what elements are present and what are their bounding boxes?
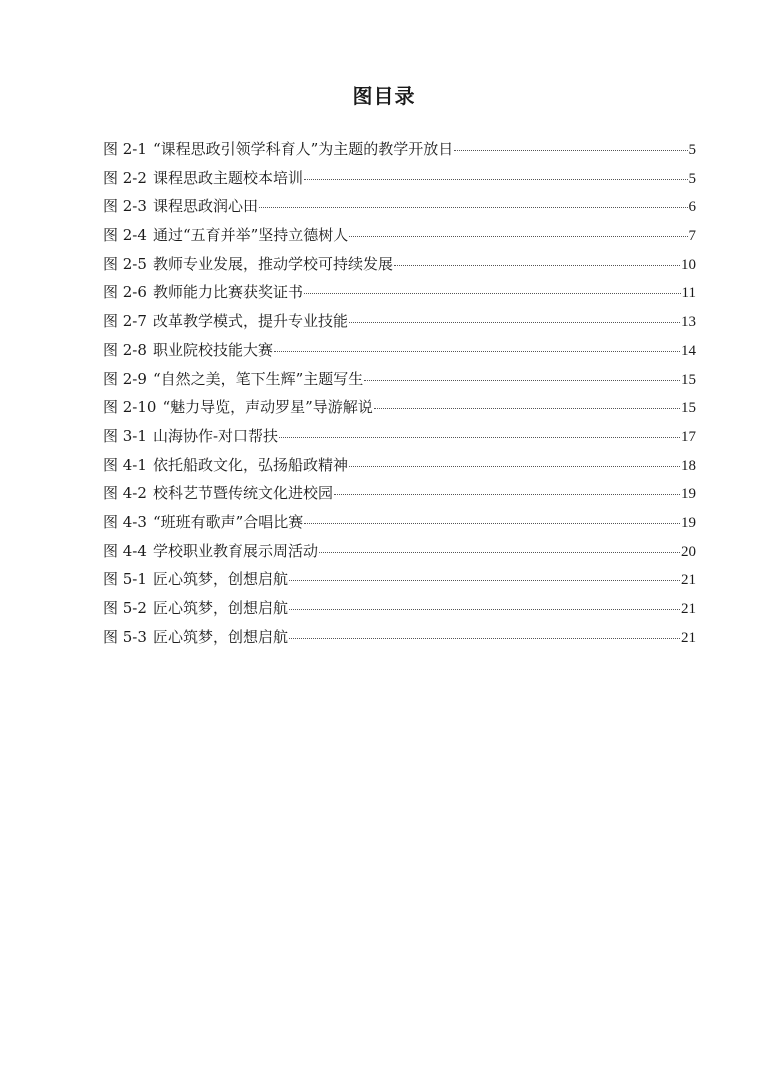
page-number: 15 [681,400,696,417]
figure-caption: 匠心筑梦，创想启航 [152,627,288,646]
toc-entry[interactable] [103,138,696,167]
toc-entry[interactable] [103,597,696,626]
figure-number: 图 2-9 [103,369,147,388]
toc-entry[interactable] [103,425,696,454]
figure-number: 图 2-3 [103,197,147,216]
figure-caption: 课程思政润心田 [152,197,258,216]
figure-caption: 改革教学模式，提升专业技能 [152,312,348,331]
figure-number: 图 2-5 [103,254,147,273]
page-number: 5 [688,142,696,158]
figure-caption: “自然之美，笔下生辉”主题写生 [152,369,364,388]
dot-leader [279,437,680,438]
figure-caption: 职业院校技能大赛 [152,340,273,359]
figure-caption: 课程思政主题校本培训 [152,168,303,187]
page-number: 21 [681,572,696,589]
dot-leader [304,293,681,294]
figure-number: 图 4-1 [103,455,147,474]
dot-leader [394,265,680,266]
toc-entry[interactable] [103,626,696,655]
toc-entry[interactable] [103,281,696,310]
figure-number: 图 2-2 [103,168,147,187]
page-number: 7 [688,228,696,245]
page-number: 19 [681,514,696,531]
page-number: 19 [681,486,696,503]
dot-leader [349,236,687,237]
page-number: 20 [681,543,696,560]
page-number: 13 [681,314,696,331]
page-number: 18 [681,457,696,474]
figure-caption: “班班有歌声”合唱比赛 [152,512,304,531]
toc-entry[interactable] [103,454,696,483]
dot-leader [289,638,680,639]
figure-number: 图 2-4 [103,226,147,245]
figure-number: 图 5-3 [103,627,147,646]
dot-leader [289,609,680,610]
figure-caption: 匠心筑梦，创想启航 [152,570,288,589]
page-number: 11 [681,285,696,302]
figure-number: 图 4-2 [103,484,147,503]
figure-caption: 山海协作-对口帮扶 [152,426,279,445]
dot-leader [259,207,688,208]
dot-leader [364,380,680,381]
dot-leader [374,408,680,409]
figure-number: 图 2-1 [103,140,147,158]
figure-caption: “课程思政引领学科育人”为主题的教学开放日 [152,140,454,158]
toc-entry[interactable] [103,253,696,282]
figure-number: 图 2-6 [103,283,147,302]
figure-caption: 通过“五育并举”坚持立德树人 [152,226,349,245]
toc-entry[interactable] [103,339,696,368]
figure-caption: 依托船政文化，弘扬船政精神 [152,455,348,474]
dot-leader [274,351,680,352]
dot-leader [454,150,687,151]
toc-entry[interactable] [103,568,696,597]
figure-list [103,138,696,654]
figure-caption: 学校职业教育展示周活动 [152,541,318,560]
dot-leader [304,179,688,180]
figure-number: 图 2-8 [103,340,147,359]
dot-leader [334,494,680,495]
toc-entry[interactable] [103,195,696,224]
page-number: 6 [688,199,696,216]
dot-leader [304,523,680,524]
toc-entry[interactable] [103,224,696,253]
toc-entry[interactable] [103,540,696,569]
figure-number: 图 5-1 [103,570,147,589]
dot-leader [349,466,680,467]
page-number: 15 [681,371,696,388]
page-number: 5 [688,170,696,187]
figure-caption: 教师能力比赛获奖证书 [152,283,303,302]
toc-entry[interactable] [103,167,696,196]
page-number: 17 [681,428,696,445]
figure-number: 图 5-2 [103,599,147,617]
figure-number: 图 2-7 [103,312,147,331]
page-number: 14 [681,342,696,359]
figure-number: 图 4-3 [103,512,147,531]
figure-caption: 校科艺节暨传统文化进校园 [152,484,333,503]
figure-number: 图 2-10 [103,398,157,417]
dot-leader [349,322,680,323]
dot-leader [289,580,680,581]
toc-entry[interactable] [103,511,696,540]
figure-caption: 教师专业发展，推动学校可持续发展 [152,254,393,273]
page-number: 21 [681,629,696,646]
page-number: 10 [681,256,696,273]
figure-number: 图 4-4 [103,541,147,560]
figure-caption: 匠心筑梦，创想启航 [152,599,288,617]
page-title: 图目录 [352,84,416,108]
toc-entry[interactable] [103,368,696,397]
toc-entry[interactable] [103,396,696,425]
figure-caption: “魅力导览，声动罗星”导游解说 [162,398,373,417]
toc-entry[interactable] [103,482,696,511]
toc-entry[interactable] [103,310,696,339]
figure-number: 图 3-1 [103,426,147,445]
dot-leader [319,552,680,553]
page-number: 21 [681,601,696,617]
